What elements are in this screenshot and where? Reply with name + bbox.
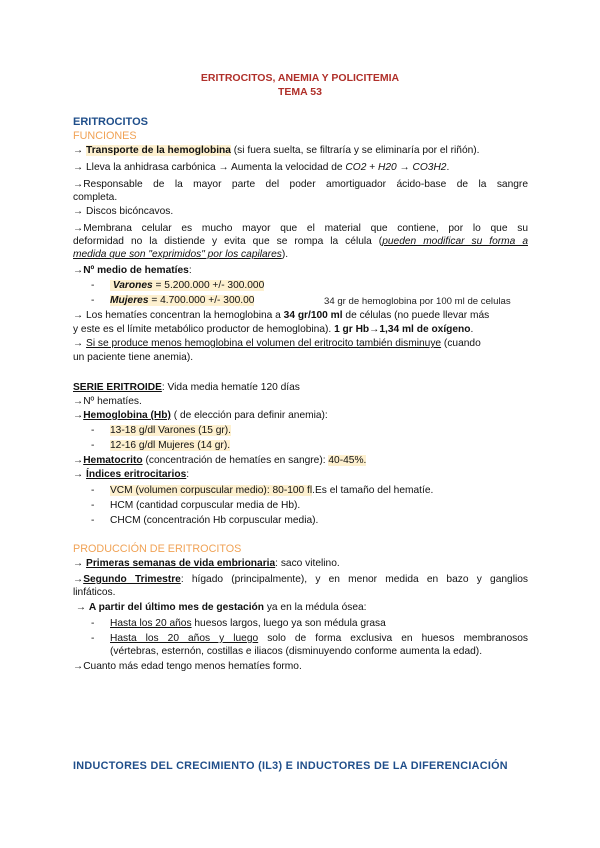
transporte-rest: (si fuera suelta, se filtraría y se eliminaría por el riñón). [230, 145, 480, 156]
mujeres-label: Mujeres [110, 295, 149, 306]
line-anemia: un paciente tiene anemia). [73, 352, 194, 363]
line-serie-eritroide [73, 381, 300, 394]
section-heading-eritrocitos: ERITROCITOS [73, 116, 148, 128]
concentran-post: de células (no puede llevar más [342, 310, 490, 321]
p3-bold: A partir del último mes de gestación [88, 602, 264, 613]
mujeres-value: = 4.700.000 +/- 300.00 [148, 295, 255, 306]
bullet-dash: - [91, 295, 95, 306]
p3-i1-rest: huesos largos, luego ya son médula grasa [191, 618, 386, 629]
line-transporte [73, 144, 480, 157]
subheading-produccion: PRODUCCIÓN DE ERITROCITOS [73, 543, 242, 555]
p3-i2-underlined: Hasta los 20 años y luego [110, 633, 259, 644]
limite-bold: 1 gr Hb→1,34 ml de oxígeno [334, 324, 471, 335]
line-membrana: →Membrana celular es mucho mayor que el material que contiene, por lo que su [73, 223, 528, 234]
concentran-bold: 34 gr/100 ml [283, 310, 343, 321]
p3-item-2 [110, 632, 528, 645]
line-deformidad [73, 235, 528, 248]
hb-item-mujeres [110, 439, 230, 452]
arrow: → [73, 145, 87, 156]
bullet-dash: - [91, 440, 95, 451]
p3-rest: ya en la médula ósea: [263, 602, 367, 613]
transporte-bold: Transporte de la hemoglobina [86, 145, 231, 156]
varones-value: = 5.200.000 +/- 300.000 [152, 280, 265, 291]
varones-item [110, 279, 264, 292]
bullet-dash: - [91, 280, 95, 291]
vcm-item [110, 484, 433, 497]
line-capilares [73, 248, 288, 261]
concentran-text: → Los hematíes concentran la hemoglobina a [73, 310, 284, 321]
p3-item-2-continued: (vértebras, esternón, costillas e iliacos (disminuyendo conforme aumenta la edad). [110, 646, 483, 657]
document-title: ERITROCITOS, ANEMIA Y POLICITEMIA [200, 72, 400, 84]
hb-rest: ( de elección para definir anemia): [170, 410, 328, 421]
line-segundo-trimestre: →Segundo Trimestre: hígado (principalmente), y en menor medida en bazo y ganglios [73, 574, 528, 585]
hb-item-text: 12-16 g/dl Mujeres (14 gr). [110, 440, 231, 451]
arrow: → [73, 265, 84, 276]
subheading-funciones: FUNCIONES [73, 130, 137, 142]
mujeres-item [110, 294, 254, 307]
line-completa: completa. [73, 192, 118, 203]
line-primeras-semanas: → Primeras semanas de vida embrionaria: saco vitelino. [73, 558, 340, 569]
line-menos-hb [73, 337, 481, 350]
bullet-dash: - [91, 633, 95, 644]
line-linfaticos: linfáticos. [73, 587, 116, 598]
hb-item-varones [110, 424, 231, 437]
deformidad-text: deformidad no la distiende y evita que se rompa la célula ( [73, 236, 383, 247]
bullet-dash: - [91, 425, 95, 436]
arrow: → [73, 338, 87, 349]
p1-rest: : saco vitelino. [275, 558, 340, 569]
line-n-hematies: →Nº hematíes. [73, 396, 142, 407]
section-heading-inductores: INDUCTORES DEL CRECIMIENTO (IL3) E INDUCTORES DE LA DIFERENCIACIÓN [73, 760, 508, 772]
line-cuanto-mas-edad: →Cuanto más edad tengo menos hematíes formo. [73, 661, 302, 672]
capilares-post: ). [281, 249, 289, 260]
p1-bold: Primeras semanas de vida embrionaria [86, 558, 276, 569]
line-amortiguador: →Responsable de la mayor parte del poder amortiguador ácido-base de la sangre [73, 179, 528, 190]
capilares-underlined: medida que son "exprimidos" por los capilares [73, 249, 282, 260]
bullet-dash: - [91, 500, 95, 511]
line-limite: y este es el límite metabólico productor de hemoglobina). 1 gr Hb→1,34 ml de oxígeno. [73, 324, 474, 335]
bullet-dash: - [91, 618, 95, 629]
limite-text: y este es el límite metabólico productor de hemoglobina). [73, 324, 335, 335]
line-ultimo-mes: → A partir del último mes de gestación ya en la médula ósea: [73, 602, 367, 613]
chcm-item: CHCM (concentración Hb corpuscular media). [110, 515, 319, 526]
hb-item-text: 13-18 g/dl Varones (15 gr). [110, 425, 231, 436]
menos-hb-underlined: Si se produce menos hemoglobina el volumen del eritrocito también disminuye [86, 338, 442, 349]
varones-label: Varones [112, 280, 153, 291]
serie-label: SERIE ERITROIDE [73, 382, 162, 393]
p2-rest: : hígado (principalmente), y en menor medida en bazo y ganglios [180, 574, 528, 585]
anhidrasa-text: → Lleva la anhidrasa carbónica → Aumenta la velocidad de [73, 162, 346, 173]
bullet-dash: - [91, 485, 95, 496]
hto-value: 40-45%. [328, 455, 367, 466]
line-concentran [73, 309, 489, 322]
formula: CO2 + H20 → CO3H2 [345, 162, 447, 173]
indices-bold: Índices eritrocitarios [86, 469, 187, 480]
line-hemoglobina: →Hemoglobina (Hb) ( de elección para definir anemia): [73, 410, 328, 421]
hto-rest: (concentración de hematíes en sangre): [142, 455, 329, 466]
bullet-dash: - [91, 515, 95, 526]
line-discos: → Discos bicóncavos. [73, 206, 174, 217]
menos-hb-post: (cuando [441, 338, 481, 349]
line-anhidrasa: → Lleva la anhidrasa carbónica → Aumenta la velocidad de CO2 + H20 → CO3H2. [73, 162, 450, 173]
hto-bold: Hematocrito [83, 455, 143, 466]
line-indices: → Índices eritrocitarios: [73, 469, 190, 480]
line-n-medio: →Nº medio de hematíes: [73, 265, 192, 276]
line-hematocrito: →Hematocrito (concentración de hematíes en sangre): 40-45%. [73, 455, 367, 466]
p3-i1-underlined: Hasta los 20 años [110, 618, 192, 629]
deformidad-underlined: pueden modificar su forma a [382, 236, 528, 247]
serie-rest: : Vida media hematíe 120 días [161, 382, 300, 393]
tema-label: TEMA 53 [278, 86, 322, 98]
vcm-rest: .Es el tamaño del hematíe. [312, 485, 434, 496]
vcm-highlight: VCM (volumen corpuscular medio): 80-100 fl [110, 485, 313, 496]
hb-bold: Hemoglobina (Hb) [83, 410, 171, 421]
margin-note: 34 gr de hemoglobina por 100 ml de celulas [324, 296, 511, 307]
hcm-item: HCM (cantidad corpuscular media de Hb). [110, 500, 301, 511]
p2-bold: Segundo Trimestre [83, 574, 181, 585]
p3-item-1 [110, 617, 386, 630]
p3-i2-rest: solo de forma exclusiva en huesos membranosos [258, 633, 528, 644]
n-medio-bold: Nº medio de hematíes [83, 265, 189, 276]
